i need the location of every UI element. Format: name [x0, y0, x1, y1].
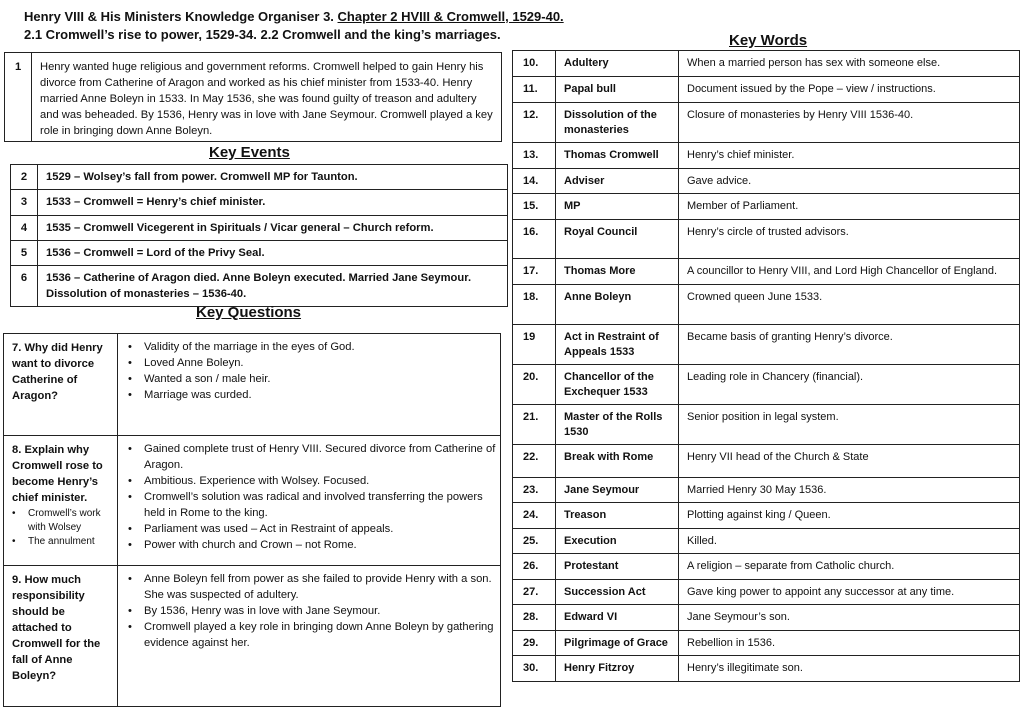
- word-row: [513, 365, 1020, 405]
- word-definition: Senior position in legal system.: [679, 405, 1020, 445]
- word-definition: Plotting against king / Queen.: [679, 503, 1020, 529]
- word-definition: Gave king power to appoint any successor at any time.: [679, 580, 1020, 605]
- word-number: 29.: [513, 631, 556, 656]
- answer-list: [126, 441, 496, 553]
- question-sub-item: • The annulment: [12, 535, 113, 549]
- word-definition: Closure of monasteries by Henry VIII 1536-40.: [679, 103, 1020, 143]
- word-number: 20.: [513, 365, 556, 405]
- answer-item: • Power with church and Crown – not Rome.: [126, 537, 496, 553]
- key-questions-heading: Key Questions: [196, 304, 302, 321]
- word-number: 19: [513, 325, 556, 365]
- word-definition: Crowned queen June 1533.: [679, 285, 1020, 325]
- intro-box: [4, 52, 502, 142]
- word-number: 14.: [513, 169, 556, 194]
- word-number: 21.: [513, 405, 556, 445]
- key-questions-table: [3, 333, 501, 707]
- event-row: [11, 216, 508, 241]
- word-term: Treason: [556, 503, 679, 529]
- word-number: 30.: [513, 656, 556, 682]
- word-row: [513, 529, 1020, 554]
- word-row: [513, 478, 1020, 503]
- word-term: Succession Act: [556, 580, 679, 605]
- word-definition: Henry’s chief minister.: [679, 143, 1020, 169]
- word-row: [513, 285, 1020, 325]
- answer-item: • Gained complete trust of Henry VIII. Secured divorce from Catherine of Aragon.: [126, 441, 496, 473]
- word-row: [513, 143, 1020, 169]
- event-text: 1535 – Cromwell Vicegerent in Spirituals / Vicar general – Church reform.: [38, 216, 508, 241]
- answer-item: • Wanted a son / male heir.: [126, 371, 496, 387]
- word-term: Chancellor of the Exchequer 1533: [556, 365, 679, 405]
- word-number: 10.: [513, 51, 556, 77]
- event-text: 1533 – Cromwell = Henry’s chief minister.: [38, 190, 508, 216]
- word-row: [513, 220, 1020, 259]
- key-events-heading: Key Events: [209, 144, 290, 161]
- key-events-table: [10, 164, 508, 307]
- word-number: 24.: [513, 503, 556, 529]
- answer-item: • Parliament was used – Act in Restraint of appeals.: [126, 521, 496, 537]
- question-cell: [4, 436, 118, 566]
- answer-item: • Loved Anne Boleyn.: [126, 355, 496, 371]
- word-row: [513, 503, 1020, 529]
- word-row: [513, 325, 1020, 365]
- word-number: 22.: [513, 445, 556, 478]
- word-term: Thomas More: [556, 259, 679, 285]
- word-term: Pilgrimage of Grace: [556, 631, 679, 656]
- word-definition: Henry’s illegitimate son.: [679, 656, 1020, 682]
- word-term: Adviser: [556, 169, 679, 194]
- word-definition: Married Henry 30 May 1536.: [679, 478, 1020, 503]
- word-number: 13.: [513, 143, 556, 169]
- answer-list: [126, 339, 496, 403]
- word-row: [513, 169, 1020, 194]
- word-number: 12.: [513, 103, 556, 143]
- answer-item: • Ambitious. Experience with Wolsey. Focused.: [126, 473, 496, 489]
- word-row: [513, 580, 1020, 605]
- event-row: [11, 266, 508, 307]
- answer-cell: [118, 436, 501, 566]
- word-definition: Killed.: [679, 529, 1020, 554]
- word-number: 18.: [513, 285, 556, 325]
- word-definition: Became basis of granting Henry’s divorce.: [679, 325, 1020, 365]
- question-cell: [4, 566, 118, 707]
- word-row: [513, 445, 1020, 478]
- word-term: Adultery: [556, 51, 679, 77]
- question-row: [4, 436, 501, 566]
- word-number: 23.: [513, 478, 556, 503]
- event-number: 5: [11, 241, 38, 266]
- event-number: 2: [11, 165, 38, 190]
- word-term: Act in Restraint of Appeals 1533: [556, 325, 679, 365]
- answer-cell: [118, 566, 501, 707]
- question-text: 9. How much responsibility should be attached to Cromwell for the fall of Anne Boleyn?: [12, 574, 101, 682]
- word-number: 27.: [513, 580, 556, 605]
- event-number: 4: [11, 216, 38, 241]
- event-text: 1536 – Cromwell = Lord of the Privy Seal.: [38, 241, 508, 266]
- word-definition: A councillor to Henry VIII, and Lord High Chancellor of England.: [679, 259, 1020, 285]
- word-term: Break with Rome: [556, 445, 679, 478]
- word-row: [513, 656, 1020, 682]
- question-row: [4, 334, 501, 436]
- event-text: 1536 – Catherine of Aragon died. Anne Boleyn executed. Married Jane Seymour. Dissolution of monasteries – 1536-40.: [38, 266, 508, 307]
- key-words-heading: Key Words: [729, 32, 808, 49]
- event-row: [11, 165, 508, 190]
- word-definition: Henry VII head of the Church & State: [679, 445, 1020, 478]
- answer-item: • Marriage was curded.: [126, 387, 496, 403]
- word-number: 17.: [513, 259, 556, 285]
- word-definition: Document issued by the Pope – view / instructions.: [679, 77, 1020, 103]
- word-definition: When a married person has sex with someone else.: [679, 51, 1020, 77]
- question-cell: [4, 334, 118, 436]
- word-number: 11.: [513, 77, 556, 103]
- event-number: 3: [11, 190, 38, 216]
- word-number: 15.: [513, 194, 556, 220]
- word-term: Royal Council: [556, 220, 679, 259]
- answer-cell: [118, 334, 501, 436]
- event-number: 6: [11, 266, 38, 307]
- word-row: [513, 103, 1020, 143]
- word-term: Henry Fitzroy: [556, 656, 679, 682]
- word-term: Thomas Cromwell: [556, 143, 679, 169]
- word-row: [513, 554, 1020, 580]
- word-row: [513, 259, 1020, 285]
- answer-item: • By 1536, Henry was in love with Jane Seymour.: [126, 603, 496, 619]
- answer-list: [126, 571, 496, 651]
- word-term: Anne Boleyn: [556, 285, 679, 325]
- word-definition: A religion – separate from Catholic church.: [679, 554, 1020, 580]
- question-text: 8. Explain why Cromwell rose to become Henry’s chief minister.: [12, 444, 103, 504]
- word-definition: Gave advice.: [679, 169, 1020, 194]
- page-title: [24, 8, 564, 44]
- answer-item: • Cromwell’s solution was radical and involved transferring the powers held in Rome to the king.: [126, 489, 496, 521]
- word-number: 26.: [513, 554, 556, 580]
- word-term: Papal bull: [556, 77, 679, 103]
- answer-item: • Cromwell played a key role in bringing down Anne Boleyn by gathering evidence against her.: [126, 619, 496, 651]
- key-words-table: [512, 50, 1020, 682]
- word-term: Protestant: [556, 554, 679, 580]
- intro-number: 1: [5, 53, 32, 142]
- word-number: 28.: [513, 605, 556, 631]
- event-row: [11, 241, 508, 266]
- word-row: [513, 51, 1020, 77]
- question-row: [4, 566, 501, 707]
- title-text: Henry VIII & His Ministers Knowledge Organiser 3.: [24, 9, 338, 24]
- word-definition: Jane Seymour’s son.: [679, 605, 1020, 631]
- answer-item: • Validity of the marriage in the eyes of God.: [126, 339, 496, 355]
- intro-text: Henry wanted huge religious and government reforms. Cromwell helped to gain Henry his divorce from Catherine of Aragon and worked as his chief minister from 1533-40. Henry married Anne Boleyn in 1533. In May 1536, she was found guilty of treason and adultery and was beheaded. By 1536, Henry was in love with Jane Seymour. Cromwell played a key role in bringing down Anne Boleyn.: [32, 53, 502, 142]
- intro-row: [5, 53, 502, 142]
- word-definition: Member of Parliament.: [679, 194, 1020, 220]
- word-definition: Leading role in Chancery (financial).: [679, 365, 1020, 405]
- title-line-1: [24, 8, 564, 26]
- word-term: Jane Seymour: [556, 478, 679, 503]
- event-text: 1529 – Wolsey’s fall from power. Cromwell MP for Taunton.: [38, 165, 508, 190]
- question-text: 7. Why did Henry want to divorce Catherine of Aragon?: [12, 342, 103, 402]
- word-term: Edward VI: [556, 605, 679, 631]
- word-number: 25.: [513, 529, 556, 554]
- title-line-2: 2.1 Cromwell’s rise to power, 1529-34. 2.2 Cromwell and the king’s marriages.: [24, 27, 501, 42]
- question-sub-list: [12, 507, 113, 549]
- word-definition: Rebellion in 1536.: [679, 631, 1020, 656]
- question-sub-item: • Cromwell’s work with Wolsey: [12, 507, 113, 535]
- word-row: [513, 77, 1020, 103]
- word-row: [513, 605, 1020, 631]
- word-number: 16.: [513, 220, 556, 259]
- word-row: [513, 631, 1020, 656]
- word-term: Execution: [556, 529, 679, 554]
- word-term: Master of the Rolls 1530: [556, 405, 679, 445]
- word-row: [513, 194, 1020, 220]
- event-row: [11, 190, 508, 216]
- title-chapter: Chapter 2 HVIII & Cromwell, 1529-40.: [337, 9, 564, 24]
- word-term: MP: [556, 194, 679, 220]
- answer-item: • Anne Boleyn fell from power as she failed to provide Henry with a son. She was suspected of adultery.: [126, 571, 496, 603]
- word-definition: Henry’s circle of trusted advisors.: [679, 220, 1020, 259]
- word-term: Dissolution of the monasteries: [556, 103, 679, 143]
- word-row: [513, 405, 1020, 445]
